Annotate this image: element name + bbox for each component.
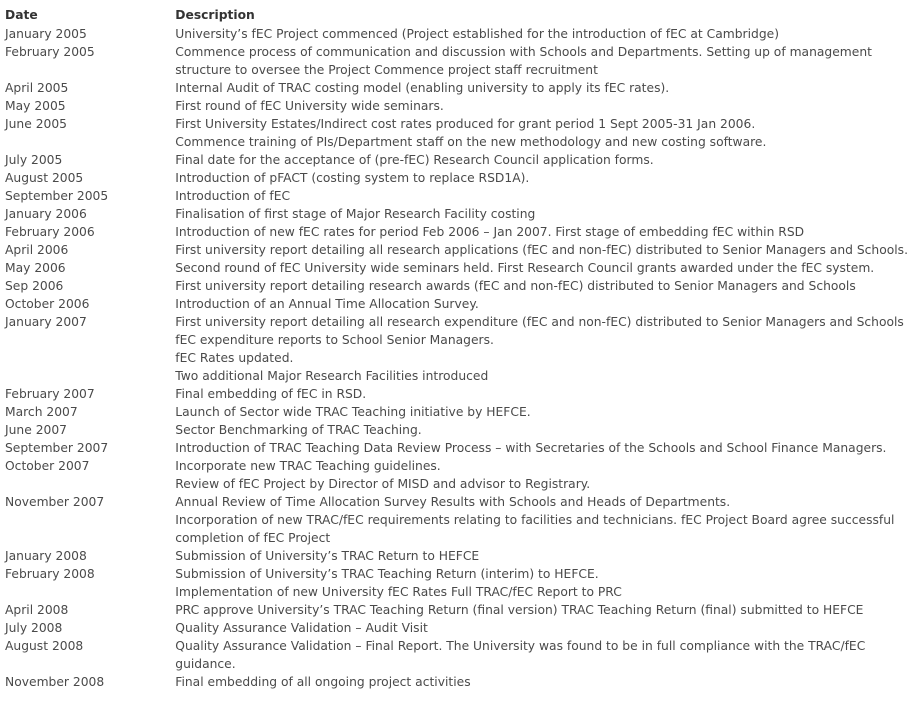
table-row [5, 565, 908, 601]
row-description [175, 295, 908, 313]
row-description [175, 493, 908, 547]
row-description [175, 205, 908, 223]
timeline-body [5, 25, 908, 691]
row-description [175, 187, 908, 205]
row-date: April 2008 [5, 603, 69, 617]
table-row [5, 457, 908, 493]
description-line: Final embedding of all ongoing project activities [175, 675, 471, 689]
row-date: July 2005 [5, 153, 63, 167]
row-date: July 2008 [5, 621, 63, 635]
description-line: guidance. [175, 657, 236, 671]
row-date: February 2005 [5, 45, 95, 59]
row-description [175, 259, 908, 277]
row-description [175, 151, 908, 169]
table-row [5, 385, 908, 403]
description-line: Introduction of TRAC Teaching Data Review Process – with Secretaries of the Schools and School Finance Managers. [175, 441, 887, 455]
row-description [175, 439, 908, 457]
row-description [175, 601, 908, 619]
description-line: Commence process of communication and discussion with Schools and Departments. Setting up of management [175, 45, 872, 59]
table-row [5, 313, 908, 385]
table-row [5, 403, 908, 421]
description-line: Two additional Major Research Facilities introduced [175, 369, 489, 383]
row-date: August 2005 [5, 171, 84, 185]
description-line: structure to oversee the Project Commence project staff recruitment [175, 63, 598, 77]
row-description [175, 79, 908, 97]
description-line: Final date for the acceptance of (pre-fEC) Research Council application forms. [175, 153, 654, 167]
table-row [5, 25, 908, 43]
row-description [175, 169, 908, 187]
description-line: Incorporation of new TRAC/fEC requirements relating to facilities and technicians. fEC Project Board agree successful [175, 513, 895, 527]
row-date: June 2005 [5, 117, 67, 131]
description-line: Sector Benchmarking of TRAC Teaching. [175, 423, 422, 437]
description-line: Introduction of new fEC rates for period Feb 2006 – Jan 2007. First stage of embedding fEC within RSD [175, 225, 805, 239]
table-row [5, 241, 908, 259]
table-row [5, 187, 908, 205]
table-row [5, 637, 908, 673]
row-description [175, 673, 908, 691]
row-date: November 2008 [5, 675, 105, 689]
row-date: January 2005 [5, 27, 87, 41]
table-row [5, 421, 908, 439]
row-date: May 2006 [5, 261, 66, 275]
table-row [5, 439, 908, 457]
row-date: May 2005 [5, 99, 66, 113]
row-date: November 2007 [5, 495, 105, 509]
description-line: completion of fEC Project [175, 531, 331, 545]
row-description [175, 25, 908, 43]
row-description [175, 97, 908, 115]
table-row [5, 619, 908, 637]
row-date: February 2006 [5, 225, 95, 239]
description-line: Introduction of an Annual Time Allocation Survey. [175, 297, 479, 311]
description-line: Finalisation of first stage of Major Research Facility costing [175, 207, 536, 221]
row-date: April 2006 [5, 243, 69, 257]
table-row [5, 79, 908, 97]
description-line: Incorporate new TRAC Teaching guidelines. [175, 459, 441, 473]
description-line: PRC approve University’s TRAC Teaching Return (final version) TRAC Teaching Return (final) submitted to HEFCE [175, 603, 864, 617]
row-date: February 2007 [5, 387, 95, 401]
row-date: Sep 2006 [5, 279, 64, 293]
description-line: Annual Review of Time Allocation Survey Results with Schools and Heads of Departments. [175, 495, 731, 509]
description-line: Implementation of new University fEC Rates Full TRAC/fEC Report to PRC [175, 585, 622, 599]
row-description [175, 637, 908, 673]
table-row [5, 601, 908, 619]
description-line: Quality Assurance Validation – Audit Visit [175, 621, 428, 635]
table-row [5, 97, 908, 115]
row-description [175, 241, 908, 259]
description-column-header: Description [175, 8, 255, 22]
table-row [5, 295, 908, 313]
table-row [5, 259, 908, 277]
row-description [175, 457, 908, 493]
row-description [175, 223, 908, 241]
description-line: First university report detailing all research expenditure (fEC and non-fEC) distributed to Senior Managers and Schools [175, 315, 904, 329]
row-date: January 2008 [5, 549, 87, 563]
description-line: Submission of University’s TRAC Return to HEFCE [175, 549, 480, 563]
description-line: Introduction of pFACT (costing system to replace RSD1A). [175, 171, 530, 185]
row-description [175, 277, 908, 295]
description-line: Commence training of PIs/Department staff on the new methodology and new costing software. [175, 135, 767, 149]
row-description [175, 313, 908, 385]
description-line: Introduction of fEC [175, 189, 291, 203]
description-line: First round of fEC University wide seminars. [175, 99, 444, 113]
table-row [5, 547, 908, 565]
description-line: Final embedding of fEC in RSD. [175, 387, 367, 401]
table-row [5, 115, 908, 151]
date-column-header: Date [5, 8, 38, 22]
row-description [175, 619, 908, 637]
table-row [5, 43, 908, 79]
table-row [5, 493, 908, 547]
description-line: Launch of Sector wide TRAC Teaching initiative by HEFCE. [175, 405, 531, 419]
description-line: First University Estates/Indirect cost rates produced for grant period 1 Sept 2005-31 Jan 2006. [175, 117, 756, 131]
description-line: Review of fEC Project by Director of MISD and advisor to Registrary. [175, 477, 591, 491]
row-description [175, 421, 908, 439]
table-row [5, 673, 908, 691]
description-line: University’s fEC Project commenced (Project established for the introduction of fEC at Cambridge) [175, 27, 780, 41]
row-date: October 2006 [5, 297, 90, 311]
description-line: Second round of fEC University wide seminars held. First Research Council grants awarded under the fEC system. [175, 261, 875, 275]
row-date: January 2006 [5, 207, 87, 221]
row-description [175, 43, 908, 79]
table-row [5, 169, 908, 187]
row-date: August 2008 [5, 639, 84, 653]
row-description [175, 115, 908, 151]
row-date: March 2007 [5, 405, 78, 419]
row-date: October 2007 [5, 459, 90, 473]
description-line: Internal Audit of TRAC costing model (enabling university to apply its fEC rates). [175, 81, 670, 95]
table-row [5, 151, 908, 169]
description-line: First university report detailing all research applications (fEC and non-fEC) distributed to Senior Managers and Schools. [175, 243, 908, 257]
row-description [175, 403, 908, 421]
row-date: April 2005 [5, 81, 69, 95]
row-date: January 2007 [5, 315, 87, 329]
row-date: June 2007 [5, 423, 67, 437]
description-line: Submission of University’s TRAC Teaching Return (interim) to HEFCE. [175, 567, 599, 581]
table-row [5, 277, 908, 295]
row-description [175, 565, 908, 601]
table-row [5, 223, 908, 241]
timeline-table [5, 8, 908, 691]
description-line: First university report detailing research awards (fEC and non-fEC) distributed to Senior Managers and Schools [175, 279, 856, 293]
row-date: September 2005 [5, 189, 109, 203]
table-header-row [5, 8, 908, 25]
row-date: September 2007 [5, 441, 109, 455]
description-line: fEC expenditure reports to School Senior Managers. [175, 333, 494, 347]
row-date: February 2008 [5, 567, 95, 581]
row-description [175, 385, 908, 403]
row-description [175, 547, 908, 565]
description-line: Quality Assurance Validation – Final Report. The University was found to be in full compliance with the TRAC/fEC [175, 639, 866, 653]
description-line: fEC Rates updated. [175, 351, 294, 365]
table-row [5, 205, 908, 223]
